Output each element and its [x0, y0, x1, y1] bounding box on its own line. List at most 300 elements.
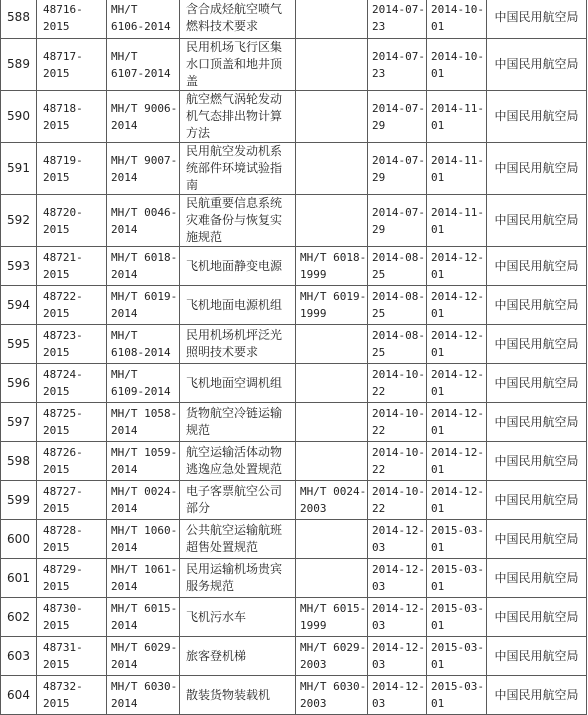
effective-date [427, 442, 487, 481]
effective-date-line1: 2014-12- [431, 329, 484, 342]
publish-date [368, 559, 427, 598]
row-number-text: 590 [7, 109, 30, 123]
row-number [1, 403, 37, 442]
effective-date-line2: 01 [431, 170, 445, 184]
publish-date-line2: 25 [372, 307, 386, 320]
registration-number [37, 481, 107, 520]
effective-date-line2: 01 [431, 118, 445, 132]
standard-title-text: 飞机地面电源机组 [186, 297, 283, 312]
table-row [1, 325, 587, 364]
effective-date [427, 637, 487, 676]
issuing-authority [487, 598, 587, 637]
replaced-standard [296, 559, 368, 598]
standard-title-text: 民航重要信息系统灾难备份与恢复实施规范 [186, 196, 283, 244]
row-number-text: 596 [7, 375, 30, 390]
issuing-authority [487, 195, 587, 247]
row-number [1, 520, 37, 559]
standard-title [180, 364, 296, 403]
publish-date-line1: 2014-10- [372, 407, 425, 420]
row-number [1, 247, 37, 286]
replaced-standard-line2: 2003 [300, 658, 327, 671]
standard-code-line1: MH/T [111, 2, 138, 16]
issuing-authority-text: 中国民用航空局 [494, 414, 579, 429]
publish-date-line1: 2014-10- [372, 446, 425, 459]
standard-code [107, 325, 180, 364]
issuing-authority [487, 247, 587, 286]
replaced-standard [296, 403, 368, 442]
issuing-authority-text: 中国民用航空局 [494, 297, 579, 312]
registration-number-line2: 2015 [43, 19, 70, 33]
registration-number [37, 559, 107, 598]
publish-date-line2: 23 [372, 66, 386, 80]
effective-date-line2: 01 [431, 307, 445, 320]
standard-code [107, 403, 180, 442]
effective-date-line2: 01 [431, 346, 445, 359]
effective-date-line2: 01 [431, 658, 445, 671]
publish-date-line1: 2014-07- [372, 49, 425, 63]
registration-number [37, 364, 107, 403]
standard-code [107, 195, 180, 247]
effective-date [427, 247, 487, 286]
issuing-authority [487, 286, 587, 325]
registration-number-line2: 2015 [43, 268, 70, 281]
replaced-standard-line1: MH/T 6018- [300, 251, 367, 264]
registration-number-line1: 48729- [43, 563, 83, 576]
publish-date [368, 325, 427, 364]
effective-date-line1: 2014-12- [431, 446, 484, 459]
replaced-standard [296, 286, 368, 325]
table-row [1, 91, 587, 143]
standard-title [180, 442, 296, 481]
replaced-standard-line2: 1999 [300, 307, 327, 320]
standard-code-line2: 2014 [111, 307, 138, 320]
standard-code-line1: MH/T 6015- [111, 602, 178, 615]
issuing-authority-text: 中国民用航空局 [494, 570, 579, 585]
effective-date [427, 403, 487, 442]
replaced-standard [296, 247, 368, 286]
effective-date-line2: 01 [431, 697, 445, 710]
row-number-text: 604 [7, 687, 30, 702]
replaced-standard-line1: MH/T 6015- [300, 602, 367, 615]
replaced-standard [296, 39, 368, 91]
row-number [1, 637, 37, 676]
replaced-standard [296, 325, 368, 364]
effective-date-line1: 2014-12- [431, 251, 484, 264]
publish-date-line2: 29 [372, 118, 386, 132]
registration-number [37, 403, 107, 442]
publish-date [368, 364, 427, 403]
issuing-authority-text: 中国民用航空局 [494, 57, 579, 71]
effective-date-line1: 2014-11- [431, 205, 484, 219]
row-number-text: 593 [7, 258, 30, 273]
issuing-authority-text: 中国民用航空局 [494, 492, 579, 507]
standard-title [180, 286, 296, 325]
publish-date-line1: 2014-12- [372, 602, 425, 615]
publish-date [368, 481, 427, 520]
row-number-text: 594 [7, 297, 30, 312]
replaced-standard-line2: 1999 [300, 619, 327, 632]
registration-number-line2: 2015 [43, 222, 70, 236]
publish-date [368, 195, 427, 247]
standard-code-line2: 2014 [111, 463, 138, 476]
effective-date-line2: 01 [431, 502, 445, 515]
standard-code-line2: 2014 [111, 580, 138, 593]
registration-number [37, 598, 107, 637]
effective-date [427, 559, 487, 598]
effective-date-line2: 01 [431, 385, 445, 398]
registration-number [37, 442, 107, 481]
publish-date-line2: 22 [372, 463, 386, 476]
standard-code-line1: MH/T 6019- [111, 290, 178, 303]
registration-number-line2: 2015 [43, 502, 70, 515]
standard-code-line1: MH/T 1060- [111, 524, 178, 537]
standard-code-line1: MH/T 6029- [111, 641, 178, 654]
row-number-text: 603 [7, 648, 30, 663]
registration-number [37, 0, 107, 39]
standard-title-text: 电子客票航空公司部分 [186, 484, 283, 515]
publish-date-line2: 03 [372, 580, 386, 593]
standard-title [180, 520, 296, 559]
row-number-text: 589 [7, 57, 30, 71]
standard-code-line2: 6108-2014 [111, 346, 171, 359]
effective-date-line1: 2015-03- [431, 524, 484, 537]
publish-date-line1: 2014-08- [372, 329, 425, 342]
replaced-standard-line1: MH/T 6030- [300, 680, 367, 693]
table-row [1, 520, 587, 559]
table-row [1, 403, 587, 442]
publish-date-line2: 22 [372, 385, 386, 398]
row-number [1, 559, 37, 598]
publish-date [368, 247, 427, 286]
publish-date-line1: 2014-07- [372, 2, 425, 16]
registration-number [37, 520, 107, 559]
effective-date-line2: 01 [431, 541, 445, 554]
effective-date-line1: 2015-03- [431, 602, 484, 615]
standard-title-text: 飞机地面空调机组 [186, 375, 283, 390]
table-row [1, 676, 587, 715]
issuing-authority-text: 中国民用航空局 [494, 161, 579, 175]
replaced-standard [296, 442, 368, 481]
standard-code [107, 676, 180, 715]
publish-date-line2: 03 [372, 619, 386, 632]
publish-date-line1: 2014-12- [372, 524, 425, 537]
standard-code-line1: MH/T [111, 329, 138, 342]
registration-number [37, 676, 107, 715]
effective-date-line1: 2015-03- [431, 641, 484, 654]
row-number [1, 143, 37, 195]
registration-number-line2: 2015 [43, 170, 70, 184]
issuing-authority-text: 中国民用航空局 [494, 109, 579, 123]
row-number [1, 91, 37, 143]
standard-title [180, 91, 296, 143]
row-number [1, 286, 37, 325]
issuing-authority [487, 403, 587, 442]
effective-date-line1: 2014-10- [431, 49, 484, 63]
replaced-standard-line2: 2003 [300, 697, 327, 710]
registration-number [37, 247, 107, 286]
standard-code [107, 442, 180, 481]
effective-date [427, 143, 487, 195]
table-row [1, 559, 587, 598]
standard-code-line2: 2014 [111, 697, 138, 710]
registration-number-line1: 48719- [43, 153, 83, 167]
effective-date [427, 0, 487, 39]
standard-code-line1: MH/T [111, 368, 138, 381]
replaced-standard [296, 364, 368, 403]
row-number-text: 601 [7, 570, 30, 585]
registration-number-line1: 48721- [43, 251, 83, 264]
publish-date [368, 39, 427, 91]
effective-date-line2: 01 [431, 463, 445, 476]
replaced-standard [296, 91, 368, 143]
standard-title [180, 481, 296, 520]
row-number-text: 602 [7, 609, 30, 624]
issuing-authority [487, 39, 587, 91]
standard-code-line1: MH/T 0046- [111, 205, 178, 219]
standard-code [107, 0, 180, 39]
standard-title [180, 403, 296, 442]
registration-number-line2: 2015 [43, 658, 70, 671]
publish-date-line1: 2014-10- [372, 485, 425, 498]
registration-number-line1: 48725- [43, 407, 83, 420]
standard-title-text: 公共航空运输航班超售处置规范 [186, 523, 283, 554]
replaced-standard-line2: 1999 [300, 268, 327, 281]
issuing-authority-text: 中国民用航空局 [494, 336, 579, 351]
issuing-authority-text: 中国民用航空局 [494, 609, 579, 624]
table-row [1, 195, 587, 247]
table-row [1, 39, 587, 91]
publish-date-line2: 23 [372, 19, 386, 33]
row-number [1, 364, 37, 403]
issuing-authority [487, 143, 587, 195]
replaced-standard [296, 0, 368, 39]
table-row [1, 286, 587, 325]
standard-code-line2: 2014 [111, 118, 138, 132]
publish-date-line2: 03 [372, 658, 386, 671]
standard-title [180, 39, 296, 91]
effective-date-line2: 01 [431, 619, 445, 632]
standard-code-line2: 2014 [111, 541, 138, 554]
standard-code [107, 637, 180, 676]
effective-date-line1: 2014-12- [431, 485, 484, 498]
issuing-authority [487, 442, 587, 481]
replaced-standard-line1: MH/T 6019- [300, 290, 367, 303]
effective-date-line2: 01 [431, 424, 445, 437]
publish-date-line1: 2014-10- [372, 368, 425, 381]
row-number [1, 39, 37, 91]
publish-date-line1: 2014-07- [372, 205, 425, 219]
publish-date-line2: 22 [372, 502, 386, 515]
standard-title-text: 民用机场飞行区集水口顶盖和地井顶盖 [186, 40, 283, 88]
row-number [1, 0, 37, 39]
standard-code-line2: 2014 [111, 658, 138, 671]
registration-number-line1: 48720- [43, 205, 83, 219]
registration-number [37, 91, 107, 143]
issuing-authority [487, 676, 587, 715]
standard-title [180, 325, 296, 364]
standard-title-text: 航空燃气涡轮发动机气态排出物计算方法 [186, 92, 283, 140]
standard-title [180, 676, 296, 715]
row-number-text: 599 [7, 492, 30, 507]
standard-title [180, 0, 296, 39]
row-number [1, 325, 37, 364]
publish-date-line1: 2014-12- [372, 641, 425, 654]
standard-title-text: 民用机场机坪泛光照明技术要求 [186, 328, 283, 359]
registration-number [37, 195, 107, 247]
effective-date-line2: 01 [431, 66, 445, 80]
registration-number-line1: 48726- [43, 446, 83, 459]
registration-number-line1: 48722- [43, 290, 83, 303]
effective-date-line1: 2015-03- [431, 563, 484, 576]
standard-code [107, 520, 180, 559]
standard-code-line2: 2014 [111, 424, 138, 437]
standard-title-text: 散装货物装载机 [186, 687, 271, 702]
effective-date-line1: 2014-12- [431, 368, 484, 381]
row-number-text: 597 [7, 414, 30, 429]
publish-date [368, 403, 427, 442]
replaced-standard [296, 676, 368, 715]
row-number-text: 598 [7, 453, 30, 468]
issuing-authority-text: 中国民用航空局 [494, 648, 579, 663]
table-row [1, 247, 587, 286]
table-row [1, 442, 587, 481]
issuing-authority [487, 325, 587, 364]
issuing-authority [487, 520, 587, 559]
standard-code-line2: 2014 [111, 222, 138, 236]
standard-code-line1: MH/T 1061- [111, 563, 178, 576]
publish-date [368, 143, 427, 195]
standard-code-line1: MH/T 0024- [111, 485, 178, 498]
replaced-standard [296, 481, 368, 520]
replaced-standard [296, 637, 368, 676]
row-number [1, 481, 37, 520]
publish-date-line2: 25 [372, 346, 386, 359]
effective-date-line1: 2014-10- [431, 2, 484, 16]
registration-number-line1: 48724- [43, 368, 83, 381]
standard-code-line2: 2014 [111, 502, 138, 515]
effective-date-line2: 01 [431, 19, 445, 33]
registration-number-line1: 48730- [43, 602, 83, 615]
standard-code-line2: 2014 [111, 170, 138, 184]
standard-title [180, 195, 296, 247]
table-row [1, 143, 587, 195]
registration-number-line1: 48728- [43, 524, 83, 537]
row-number-text: 595 [7, 336, 30, 351]
publish-date [368, 637, 427, 676]
replaced-standard-line1: MH/T 0024- [300, 485, 367, 498]
standard-code-line1: MH/T 6018- [111, 251, 178, 264]
effective-date-line1: 2015-03- [431, 680, 484, 693]
registration-number-line1: 48718- [43, 101, 83, 115]
publish-date [368, 91, 427, 143]
standard-title [180, 559, 296, 598]
standard-code [107, 481, 180, 520]
standard-code [107, 39, 180, 91]
effective-date [427, 91, 487, 143]
publish-date-line1: 2014-08- [372, 251, 425, 264]
publish-date [368, 520, 427, 559]
effective-date [427, 598, 487, 637]
standard-code-line2: 2014 [111, 619, 138, 632]
effective-date-line2: 01 [431, 268, 445, 281]
replaced-standard [296, 143, 368, 195]
standard-code [107, 364, 180, 403]
effective-date [427, 481, 487, 520]
registration-number-line2: 2015 [43, 541, 70, 554]
publish-date-line1: 2014-08- [372, 290, 425, 303]
registration-number-line1: 48717- [43, 49, 83, 63]
publish-date [368, 286, 427, 325]
row-number [1, 195, 37, 247]
effective-date [427, 195, 487, 247]
registration-number-line2: 2015 [43, 66, 70, 80]
publish-date-line1: 2014-07- [372, 101, 425, 115]
row-number-text: 591 [7, 161, 30, 175]
effective-date-line1: 2014-11- [431, 101, 484, 115]
issuing-authority-text: 中国民用航空局 [494, 10, 579, 24]
standard-code-line2: 6106-2014 [111, 19, 171, 33]
issuing-authority-text: 中国民用航空局 [494, 531, 579, 546]
standard-code [107, 247, 180, 286]
registration-number-line2: 2015 [43, 697, 70, 710]
standard-code [107, 559, 180, 598]
standard-title-text: 飞机地面静变电源 [186, 258, 283, 273]
registration-number [37, 637, 107, 676]
row-number [1, 598, 37, 637]
standard-code-line1: MH/T 9006- [111, 101, 178, 115]
publish-date [368, 442, 427, 481]
issuing-authority [487, 637, 587, 676]
registration-number-line2: 2015 [43, 385, 70, 398]
standard-title-text: 货物航空冷链运输规范 [186, 406, 283, 437]
standard-title [180, 637, 296, 676]
replaced-standard [296, 195, 368, 247]
table-row [1, 481, 587, 520]
registration-number-line2: 2015 [43, 424, 70, 437]
publish-date [368, 676, 427, 715]
publish-date-line1: 2014-12- [372, 563, 425, 576]
replaced-standard [296, 598, 368, 637]
table-body [1, 0, 587, 715]
replaced-standard [296, 520, 368, 559]
publish-date-line2: 29 [372, 222, 386, 236]
registration-number-line2: 2015 [43, 307, 70, 320]
registration-number [37, 39, 107, 91]
issuing-authority [487, 364, 587, 403]
registration-number-line1: 48732- [43, 680, 83, 693]
issuing-authority-text: 中国民用航空局 [494, 375, 579, 390]
issuing-authority [487, 481, 587, 520]
registration-number [37, 143, 107, 195]
table-row [1, 0, 587, 39]
standard-title-text: 民用航空发动机系统部件环境试验指南 [186, 144, 283, 192]
replaced-standard-line2: 2003 [300, 502, 327, 515]
effective-date [427, 39, 487, 91]
standard-title-text: 民用运输机场贵宾服务规范 [186, 562, 283, 593]
standard-title-text: 含合成烃航空喷气燃料技术要求 [186, 1, 283, 33]
publish-date-line2: 25 [372, 268, 386, 281]
standard-code-line1: MH/T 6030- [111, 680, 178, 693]
row-number-text: 592 [7, 213, 30, 227]
standard-title-text: 航空运输活体动物逃逸应急处置规范 [186, 445, 283, 476]
publish-date-line2: 22 [372, 424, 386, 437]
effective-date [427, 286, 487, 325]
effective-date-line1: 2014-12- [431, 407, 484, 420]
effective-date [427, 325, 487, 364]
standard-code-line1: MH/T 1059- [111, 446, 178, 459]
publish-date [368, 0, 427, 39]
standard-code-line1: MH/T 1058- [111, 407, 178, 420]
